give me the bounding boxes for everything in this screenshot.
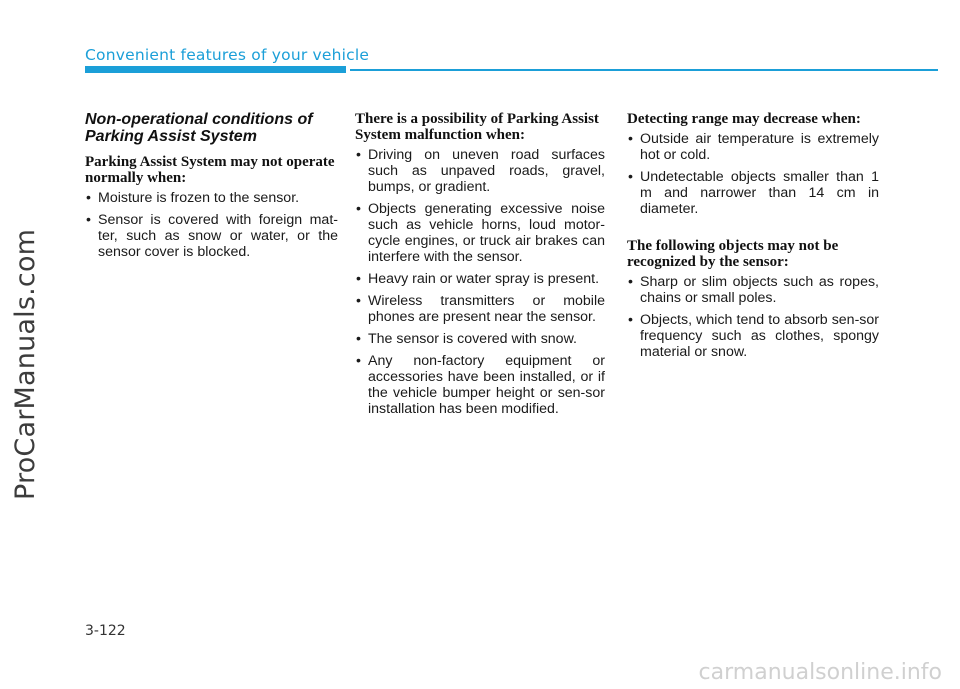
list-item: • Outside air temperature is extremely hot or cold. xyxy=(627,131,879,163)
list-item: • Objects, which tend to absorb sen-sor frequency such as clothes, spongy material or snow. xyxy=(627,312,879,360)
bullet-list xyxy=(627,131,879,217)
list-item: • Heavy rain or water spray is present. xyxy=(355,271,605,287)
list-item: • Driving on uneven road surfaces such as unpaved roads, gravel, bumps, or gradient. xyxy=(355,147,605,195)
footer-watermark: carmanualsonline.info xyxy=(698,660,942,685)
section-header-title: Convenient features of your vehicle xyxy=(85,46,370,64)
list-item: • Sharp or slim objects such as ropes, chains or small poles. xyxy=(627,274,879,306)
subheading-detecting-range: Detecting range may decrease when: xyxy=(627,111,861,127)
page-number: 3-122 xyxy=(85,623,126,639)
list-item: • Objects generating excessive noise such as vehicle horns, loud motor-cycle engines, or truck air brakes can interfere with the sensor. xyxy=(355,201,605,265)
bullet-list xyxy=(355,147,605,417)
list-item: • Undetectable objects smaller than 1 m and narrower than 14 cm in diameter. xyxy=(627,169,879,217)
subheading-malfunction: There is a possibility of Parking Assist System malfunction when: xyxy=(355,111,599,143)
column-3 xyxy=(627,111,879,366)
column-2 xyxy=(355,111,605,423)
subheading-not-recognized: The following objects may not be recognized by the sensor: xyxy=(627,238,839,270)
column-1 xyxy=(85,111,338,266)
side-watermark: ProCarManuals.com xyxy=(10,228,41,500)
section-title: Non-operational conditions of Parking Assist System xyxy=(85,111,313,145)
bullet-list xyxy=(85,190,338,260)
list-item: • The sensor is covered with snow. xyxy=(355,331,605,347)
list-item: • Sensor is covered with foreign mat-ter, such as snow or water, or the sensor cover is blocked. xyxy=(85,212,338,260)
bullet-list xyxy=(627,274,879,360)
list-item: • Moisture is frozen to the sensor. xyxy=(85,190,338,206)
list-item: • Wireless transmitters or mobile phones are present near the sensor. xyxy=(355,293,605,325)
header-rule xyxy=(350,69,938,71)
header-accent-bar xyxy=(85,66,346,73)
list-item: • Any non-factory equipment or accessories have been installed, or if the vehicle bumper height or sen-sor installation has been modified. xyxy=(355,353,605,417)
subheading-may-not-operate: Parking Assist System may not operate normally when: xyxy=(85,154,335,186)
